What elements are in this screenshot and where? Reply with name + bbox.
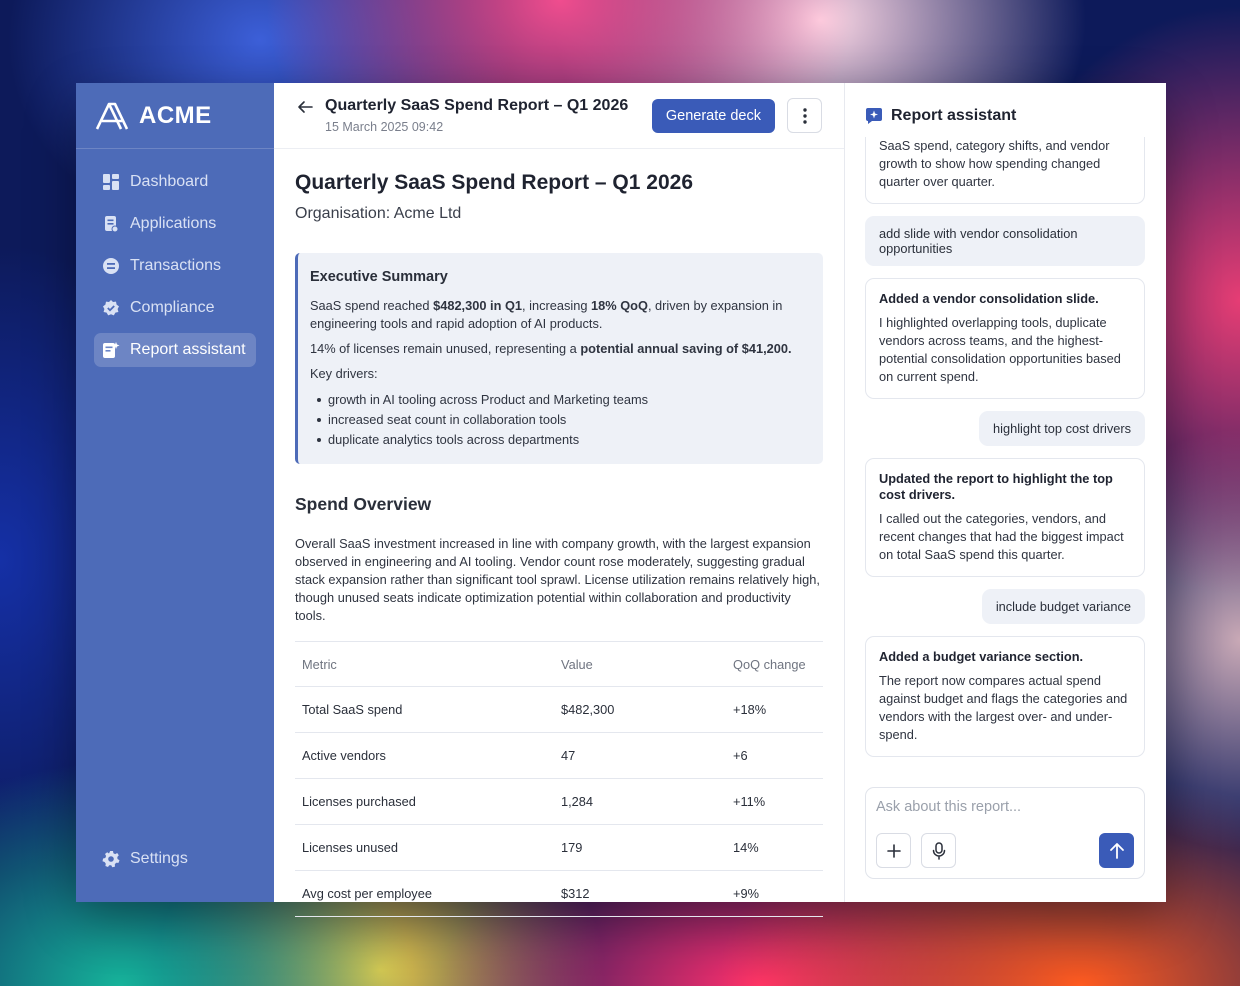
dashboard-icon <box>102 173 120 191</box>
sidebar-item-label: Applications <box>130 215 217 232</box>
applications-icon <box>102 215 120 233</box>
arrow-up-icon <box>1109 842 1125 860</box>
user-message: add slide with vendor consolidation opportunities <box>865 216 1145 266</box>
table-row <box>295 733 823 779</box>
table-cell: +9% <box>726 871 823 917</box>
table-row <box>295 871 823 917</box>
message-body: I highlighted overlapping tools, duplicate vendors across teams, and the highest-potential consolidation opportunities based on current spend. <box>879 315 1121 384</box>
table-cell: 47 <box>554 733 726 779</box>
brand-name: ACME <box>139 101 212 129</box>
summary-text: 14% of licenses remain unused, representing a <box>310 341 581 356</box>
report-title: Quarterly SaaS Spend Report – Q1 2026 <box>295 171 693 194</box>
transactions-icon <box>102 257 120 275</box>
spend-overview-text: Overall SaaS investment increased in line with company growth, with the largest expansion observed in engineering and AI tooling. Vendor count rose moderately, suggesting gradual stack expansion rather than significant tool sprawl. License utilization remains relatively high, though unused seats indicate optimization potential within collaboration and productivity tools. <box>295 536 820 623</box>
compliance-icon <box>102 299 120 317</box>
summary-highlight: 18% QoQ <box>591 298 648 313</box>
message-title: Added a vendor consolidation slide. <box>879 291 1099 306</box>
sidebar-item-compliance[interactable] <box>94 291 256 325</box>
sidebar-item-label: Settings <box>130 850 188 867</box>
sidebar-item-label: Compliance <box>130 299 215 316</box>
table-cell: +6 <box>726 733 823 779</box>
column-header: Value <box>554 642 726 687</box>
generate-deck-button[interactable]: Generate deck <box>652 99 775 133</box>
attach-button[interactable] <box>876 833 911 868</box>
sidebar <box>76 83 274 902</box>
column-header: Metric <box>295 642 554 687</box>
executive-summary <box>295 253 823 464</box>
table-cell: 179 <box>554 825 726 871</box>
spend-overview-heading: Spend Overview <box>295 494 432 514</box>
summary-highlight: $482,300 in Q1 <box>433 298 523 313</box>
summary-text: , increasing <box>522 298 592 313</box>
topbar-title-block <box>325 97 652 134</box>
report-content <box>274 149 844 917</box>
list-item: increased seat count in collaboration tools <box>310 410 807 430</box>
sidebar-nav <box>76 149 274 367</box>
table-cell: +18% <box>726 687 823 733</box>
table-cell: Licenses purchased <box>295 779 554 825</box>
message-title: Added a budget variance section. <box>879 649 1084 664</box>
summary-heading: Executive Summary <box>310 269 448 285</box>
sidebar-item-report-assistant[interactable] <box>94 333 256 367</box>
table-cell: Total SaaS spend <box>295 687 554 733</box>
chat-composer <box>865 787 1145 879</box>
topbar-date: 15 March 2025 09:42 <box>325 120 444 134</box>
table-header-row <box>295 642 823 687</box>
assistant-panel <box>845 83 1166 902</box>
table-row <box>295 825 823 871</box>
report-main <box>274 83 845 902</box>
message-body: The report now compares actual spend against budget and flags the categories and vendors with the largest over- and under-spend. <box>879 673 1128 742</box>
assistant-message <box>865 137 1145 204</box>
table-row <box>295 779 823 825</box>
table-cell: Avg cost per employee <box>295 871 554 917</box>
chat-messages[interactable] <box>865 138 1145 772</box>
summary-highlight: potential annual saving of $41,200. <box>580 341 792 356</box>
back-arrow-icon[interactable] <box>296 98 314 116</box>
message-body: SaaS spend, category shifts, and vendor growth to show how spending changed quarter over quarter. <box>879 138 1110 189</box>
summary-paragraph-2 <box>310 340 807 358</box>
drivers-list <box>310 390 807 450</box>
sidebar-item-label: Transactions <box>130 257 221 274</box>
column-header: QoQ change <box>726 642 823 687</box>
message-title: Updated the report to highlight the top cost drivers. <box>879 471 1113 502</box>
sidebar-item-label: Report assistant <box>130 341 246 358</box>
more-options-button[interactable] <box>787 98 822 133</box>
list-item: growth in AI tooling across Product and Marketing teams <box>310 390 807 410</box>
voice-input-button[interactable] <box>921 833 956 868</box>
assistant-message <box>865 278 1145 399</box>
table-cell: 1,284 <box>554 779 726 825</box>
metrics-table <box>295 641 823 917</box>
summary-text: SaaS spend reached <box>310 298 434 313</box>
list-item: duplicate analytics tools across departments <box>310 430 807 450</box>
sidebar-item-label: Dashboard <box>130 173 209 190</box>
assistant-title: Report assistant <box>891 107 1017 124</box>
summary-text: , driven by expansion in engineering tools and rapid adoption of AI products. <box>310 298 783 331</box>
sidebar-item-settings[interactable] <box>94 842 254 876</box>
topbar-title: Quarterly SaaS Spend Report – Q1 2026 <box>325 97 629 114</box>
table-cell: Active vendors <box>295 733 554 779</box>
report-topbar <box>274 83 844 149</box>
table-row <box>295 687 823 733</box>
table-cell: $312 <box>554 871 726 917</box>
table-cell: Licenses unused <box>295 825 554 871</box>
chat-input[interactable] <box>876 796 1126 818</box>
app-window <box>76 83 1166 902</box>
drivers-label: Key drivers: <box>310 366 378 381</box>
user-message: include budget variance <box>982 589 1145 624</box>
user-message: highlight top cost drivers <box>979 411 1145 446</box>
sidebar-item-transactions[interactable] <box>94 249 256 283</box>
acme-logo-icon <box>94 101 130 131</box>
table-cell: 14% <box>726 825 823 871</box>
gear-icon <box>102 850 120 868</box>
assistant-message <box>865 636 1145 757</box>
table-cell: $482,300 <box>554 687 726 733</box>
send-button[interactable] <box>1099 833 1134 868</box>
brand <box>76 83 274 149</box>
organisation-label: Organisation: Acme Ltd <box>295 205 462 222</box>
table-cell: +11% <box>726 779 823 825</box>
microphone-icon <box>931 842 947 860</box>
assistant-message <box>865 458 1145 577</box>
plus-icon <box>886 843 902 859</box>
sidebar-item-applications[interactable] <box>94 207 256 241</box>
message-body: I called out the categories, vendors, and recent changes that had the biggest impact on total SaaS spend this quarter. <box>879 511 1124 562</box>
kebab-menu-icon <box>803 108 807 124</box>
report-assistant-icon <box>102 341 120 359</box>
sparkle-chat-icon <box>865 107 883 125</box>
summary-paragraph-1 <box>310 297 807 333</box>
sidebar-item-dashboard[interactable] <box>94 165 256 199</box>
